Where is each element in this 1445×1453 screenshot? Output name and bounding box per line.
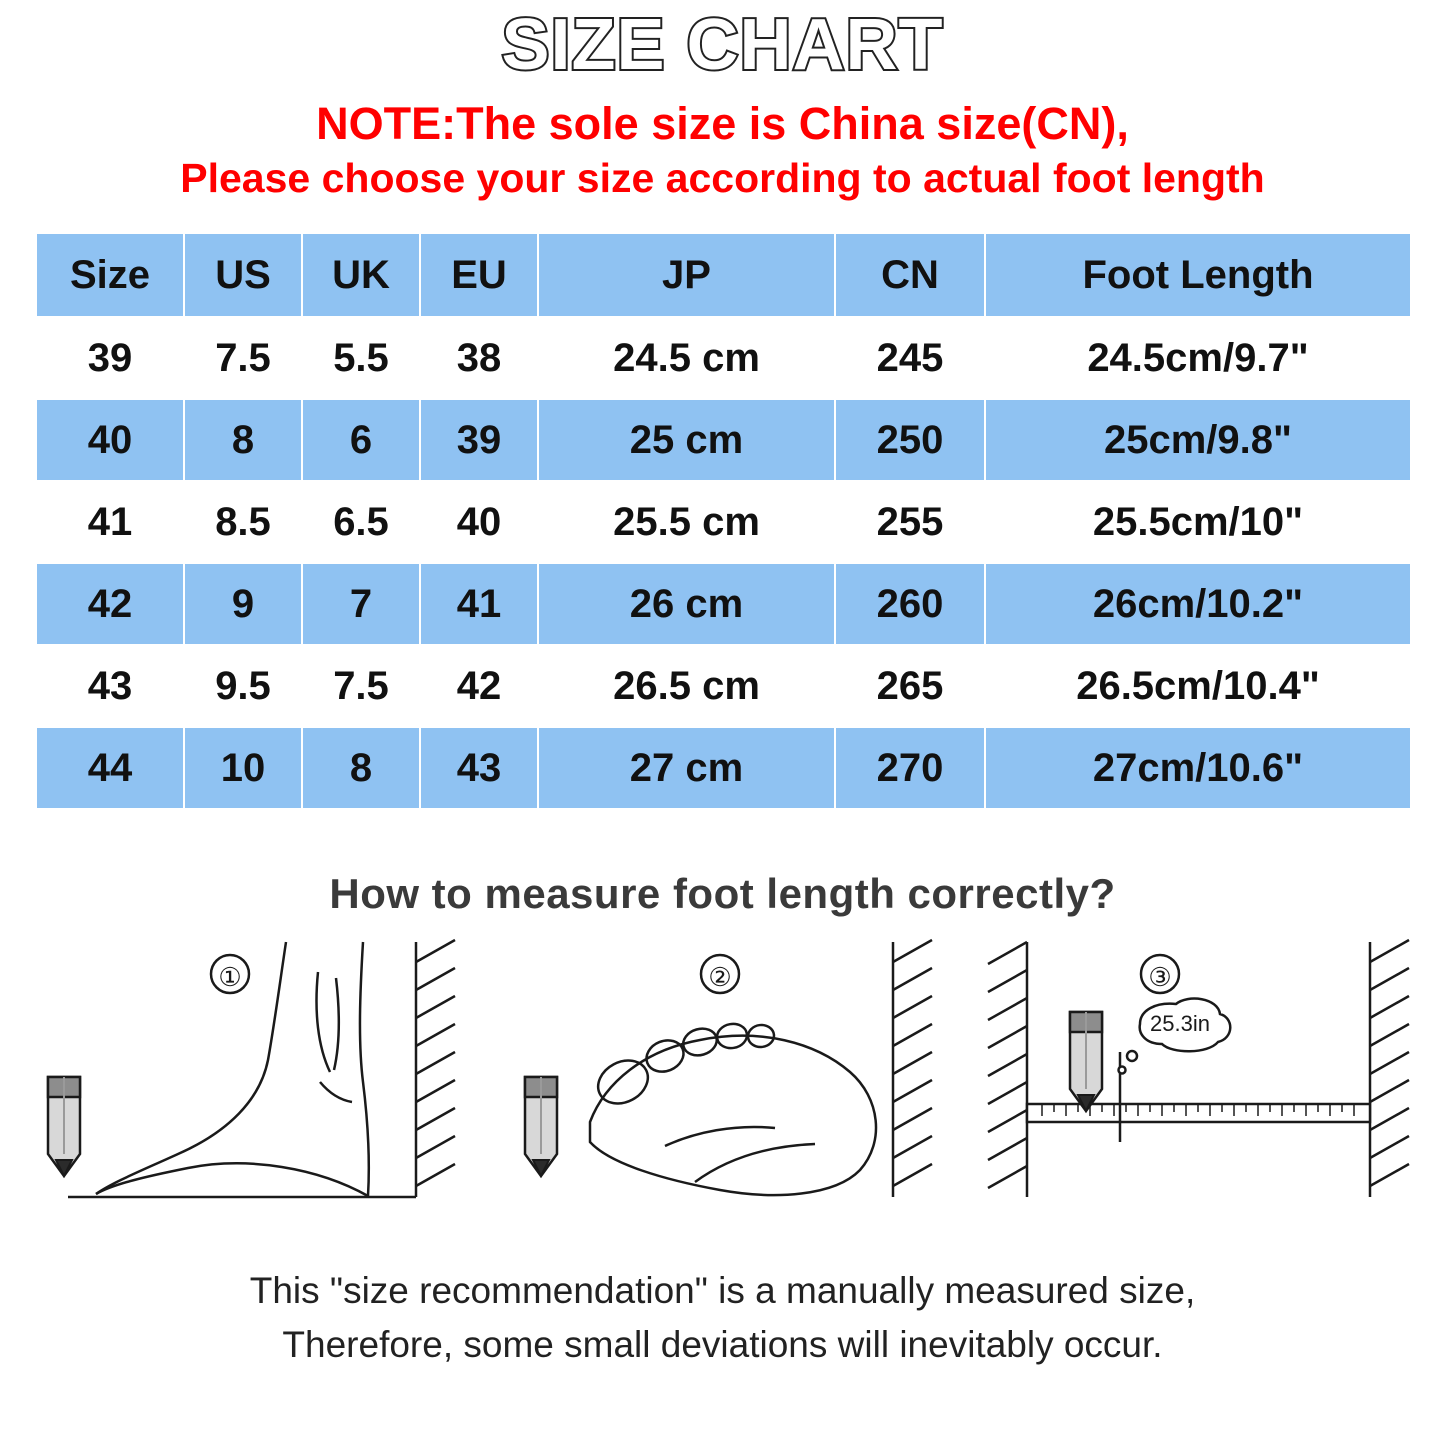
pencil-icon <box>525 1077 557 1176</box>
size-chart-page <box>0 5 1445 1453</box>
size-table <box>35 232 1412 810</box>
cell-jp: 24.5 cm <box>538 317 835 399</box>
cell-size: 43 <box>36 645 184 727</box>
measurement-label: 25.3in <box>1150 1011 1210 1037</box>
cell-cn: 255 <box>835 481 985 563</box>
col-header-cn: CN <box>835 233 985 317</box>
cell-us: 8.5 <box>184 481 302 563</box>
cell-size: 44 <box>36 727 184 809</box>
cell-uk: 7 <box>302 563 420 645</box>
cell-size: 41 <box>36 481 184 563</box>
col-header-foot-length: Foot Length <box>985 233 1411 317</box>
table-row <box>36 399 1411 481</box>
cell-jp: 26.5 cm <box>538 645 835 727</box>
measurement-diagrams <box>18 932 1427 1222</box>
pencil-icon <box>48 1077 80 1176</box>
cell-jp: 26 cm <box>538 563 835 645</box>
table-header-row <box>36 233 1411 317</box>
cell-eu: 43 <box>420 727 538 809</box>
cell-foot-length: 25cm/9.8" <box>985 399 1411 481</box>
howto-heading: How to measure foot length correctly? <box>329 870 1116 918</box>
table-row <box>36 563 1411 645</box>
cell-jp: 25 cm <box>538 399 835 481</box>
note-block <box>0 98 1445 203</box>
side-view-foot-pencil-icon <box>18 932 473 1222</box>
diagram-step-1 <box>18 932 473 1222</box>
cell-foot-length: 25.5cm/10" <box>985 481 1411 563</box>
cell-us: 8 <box>184 399 302 481</box>
cell-cn: 270 <box>835 727 985 809</box>
cell-foot-length: 27cm/10.6" <box>985 727 1411 809</box>
footer-line-2: Therefore, some small deviations will inevitably occur. <box>282 1324 1163 1366</box>
diagram-step-2 <box>495 932 950 1222</box>
diagram-step-3 <box>972 932 1427 1222</box>
size-table-wrapper <box>35 232 1410 810</box>
cell-us: 9 <box>184 563 302 645</box>
cell-cn: 245 <box>835 317 985 399</box>
cell-size: 39 <box>36 317 184 399</box>
cell-jp: 27 cm <box>538 727 835 809</box>
cell-cn: 265 <box>835 645 985 727</box>
cell-eu: 40 <box>420 481 538 563</box>
cell-eu: 41 <box>420 563 538 645</box>
cell-jp: 25.5 cm <box>538 481 835 563</box>
cell-uk: 6 <box>302 399 420 481</box>
cell-us: 10 <box>184 727 302 809</box>
table-row <box>36 317 1411 399</box>
col-header-us: US <box>184 233 302 317</box>
table-row <box>36 645 1411 727</box>
cell-foot-length: 24.5cm/9.7" <box>985 317 1411 399</box>
cell-size: 40 <box>36 399 184 481</box>
pencil-icon <box>1070 1012 1102 1111</box>
cell-uk: 7.5 <box>302 645 420 727</box>
col-header-jp: JP <box>538 233 835 317</box>
cell-size: 42 <box>36 563 184 645</box>
cell-us: 7.5 <box>184 317 302 399</box>
cell-uk: 5.5 <box>302 317 420 399</box>
cell-uk: 6.5 <box>302 481 420 563</box>
cell-foot-length: 26cm/10.2" <box>985 563 1411 645</box>
note-line-2: Please choose your size according to actual foot length <box>180 155 1265 202</box>
ruler-measurement-icon <box>972 932 1427 1222</box>
cell-eu: 38 <box>420 317 538 399</box>
col-header-uk: UK <box>302 233 420 317</box>
step-number-1: ① <box>218 962 242 993</box>
footer-line-1: This "size recommendation" is a manually measured size, <box>249 1270 1196 1312</box>
table-row <box>36 481 1411 563</box>
step-number-2: ② <box>708 962 732 993</box>
col-header-size: Size <box>36 233 184 317</box>
footer-note <box>0 1264 1445 1371</box>
cell-us: 9.5 <box>184 645 302 727</box>
top-view-foot-pencil-icon <box>495 932 950 1222</box>
step-number-3: ③ <box>1148 962 1172 993</box>
note-line-1: NOTE:The sole size is China size(CN), <box>316 97 1129 149</box>
cell-cn: 260 <box>835 563 985 645</box>
page-title: SIZE CHART <box>501 5 944 85</box>
cell-uk: 8 <box>302 727 420 809</box>
cell-cn: 250 <box>835 399 985 481</box>
table-row <box>36 727 1411 809</box>
col-header-eu: EU <box>420 233 538 317</box>
cell-foot-length: 26.5cm/10.4" <box>985 645 1411 727</box>
cell-eu: 39 <box>420 399 538 481</box>
cell-eu: 42 <box>420 645 538 727</box>
